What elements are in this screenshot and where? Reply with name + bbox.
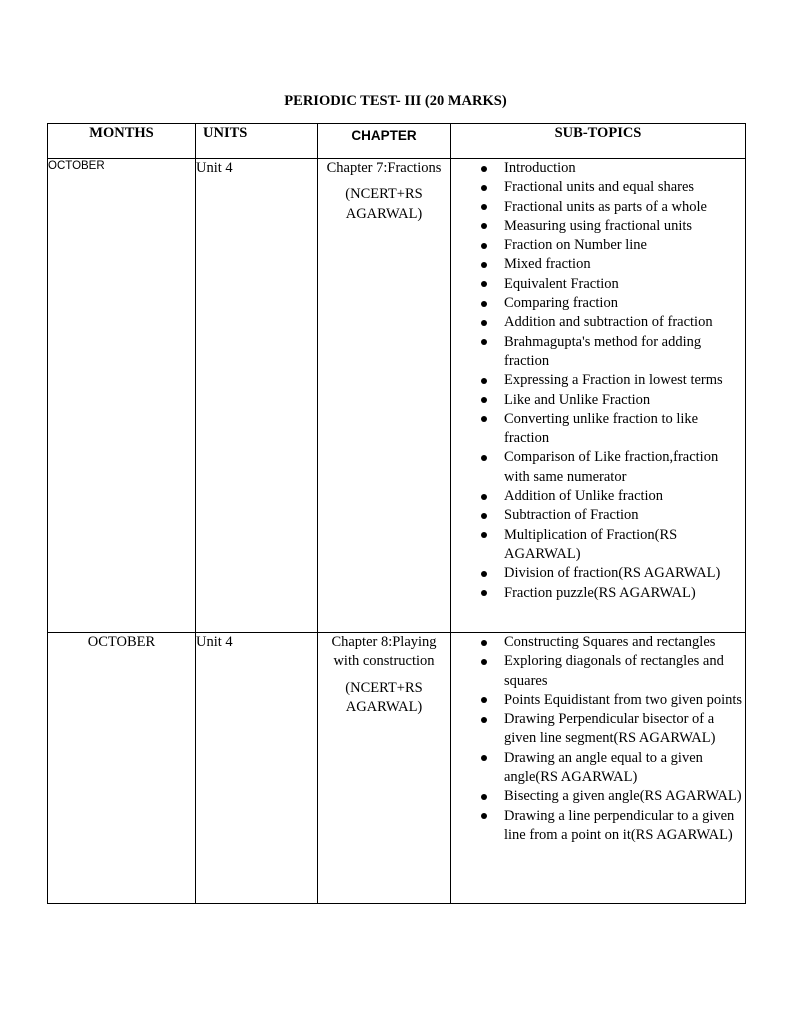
table-row [48, 159, 746, 633]
syllabus-table [47, 123, 746, 904]
list-item: Brahmagupta's method for adding fraction [451, 333, 745, 372]
chapter-source: (NCERT+RS AGARWAL) [345, 679, 423, 715]
chapter-cell [318, 159, 451, 633]
column-header-units: UNITS [196, 124, 318, 159]
subtopics-cell [451, 159, 746, 633]
list-item: Fraction puzzle(RS AGARWAL) [451, 584, 745, 603]
list-item: Like and Unlike Fraction [451, 391, 745, 410]
list-item: Measuring using fractional units [451, 217, 745, 236]
list-item: Comparing fraction [451, 294, 745, 313]
list-item: Drawing Perpendicular bisector of a given line segment(RS AGARWAL) [451, 710, 745, 749]
list-item: Drawing an angle equal to a given angle(RS AGARWAL) [451, 749, 745, 788]
list-item: Equivalent Fraction [451, 275, 745, 294]
list-item: Addition and subtraction of fraction [451, 313, 745, 332]
list-item: Mixed fraction [451, 255, 745, 274]
list-item: Expressing a Fraction in lowest terms [451, 371, 745, 390]
list-item: Converting unlike fraction to like fraction [451, 410, 745, 449]
list-item: Fractional units and equal shares [451, 178, 745, 197]
column-header-months: MONTHS [48, 124, 196, 159]
subtopics-list [451, 633, 745, 845]
list-item: Drawing a line perpendicular to a given line from a point on it(RS AGARWAL) [451, 807, 745, 846]
chapter-title: Chapter 8:Playing with construction [331, 634, 437, 670]
list-item: Multiplication of Fraction(RS AGARWAL) [451, 526, 745, 565]
list-item: Subtraction of Fraction [451, 506, 745, 525]
list-item: Constructing Squares and rectangles [451, 633, 745, 652]
table-header-row [48, 124, 746, 159]
column-header-subtopics: SUB-TOPICS [451, 124, 746, 159]
month-cell: OCTOBER [48, 633, 196, 904]
list-item: Addition of Unlike fraction [451, 487, 745, 506]
list-item: Bisecting a given angle(RS AGARWAL) [451, 787, 745, 806]
column-header-chapter: CHAPTER [318, 124, 451, 159]
list-item: Introduction [451, 159, 745, 178]
list-item: Fractional units as parts of a whole [451, 198, 745, 217]
chapter-cell [318, 633, 451, 904]
list-item: Comparison of Like fraction,fraction with same numerator [451, 448, 745, 487]
unit-cell: Unit 4 [196, 633, 318, 904]
chapter-title: Chapter 7:Fractions [326, 160, 442, 176]
table-row [48, 633, 746, 904]
subtopics-list [451, 159, 745, 603]
list-item: Points Equidistant from two given points [451, 691, 745, 710]
unit-cell: Unit 4 [196, 159, 318, 633]
list-item: Division of fraction(RS AGARWAL) [451, 564, 745, 583]
subtopics-cell [451, 633, 746, 904]
document-title: PERIODIC TEST- III (20 MARKS) [284, 93, 507, 109]
list-item: Exploring diagonals of rectangles and squares [451, 652, 745, 691]
chapter-source: (NCERT+RS AGARWAL) [345, 186, 423, 222]
month-cell: OCTOBER [48, 159, 196, 633]
list-item: Fraction on Number line [451, 236, 745, 255]
